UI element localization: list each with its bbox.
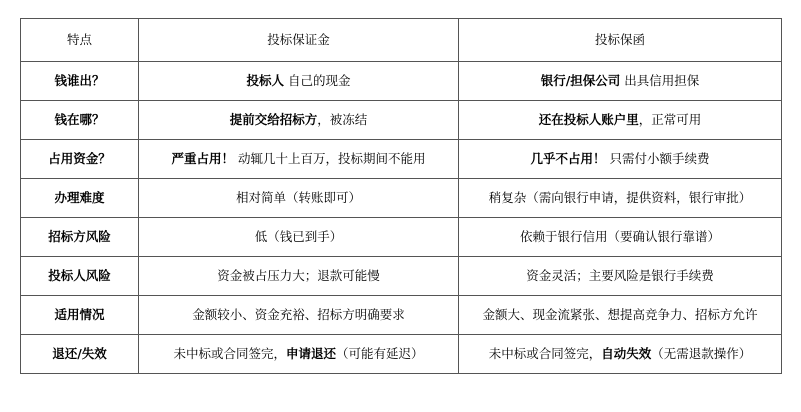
- cell-text: ，正常可用: [638, 112, 702, 128]
- cell-guarantee: [459, 335, 782, 374]
- row-label: 占用资金？: [21, 140, 139, 179]
- cell-text-tail: （无需退款操作）: [651, 346, 752, 362]
- cell-text: 依赖于银行信用（要确认银行靠谱）: [519, 229, 720, 245]
- row-label: 适用情况: [21, 296, 139, 335]
- cell-guarantee: [459, 62, 782, 101]
- cell-text: 未中标或合同签完，: [488, 346, 602, 362]
- cell-text: 资金灵活；主要风险是银行手续费: [526, 268, 714, 284]
- table-row: [21, 62, 782, 101]
- cell-emphasis: 自动失效: [601, 346, 652, 362]
- cell-text: ，被冻结: [317, 112, 368, 128]
- cell-text: 金额较小、资金充裕、招标方明确要求: [192, 307, 405, 323]
- cell-guarantee: [459, 179, 782, 218]
- cell-guarantee: [459, 218, 782, 257]
- cell-text: 资金被占压力大；退款可能慢: [217, 268, 380, 284]
- cell-emphasis: 严重占用！: [171, 151, 235, 167]
- table-row: [21, 101, 782, 140]
- cell-text: 稍复杂（需向银行申请，提供资料，银行审批）: [488, 190, 752, 206]
- row-label: 退还/失效: [21, 335, 139, 374]
- row-label: 钱在哪？: [21, 101, 139, 140]
- column-header-feature: 特点: [21, 19, 139, 62]
- cell-emphasis: 提前交给招标方: [229, 112, 318, 128]
- cell-guarantee: [459, 140, 782, 179]
- table-row: [21, 335, 782, 374]
- table-header: [21, 19, 782, 62]
- cell-text-tail: （可能有延迟）: [336, 346, 424, 362]
- column-header-guarantee: 投标保函: [459, 19, 782, 62]
- cell-emphasis: 银行/担保公司: [540, 73, 621, 89]
- cell-text: 未中标或合同签完，: [173, 346, 286, 362]
- cell-emphasis: 投标人: [246, 73, 285, 89]
- row-label: 办理难度: [21, 179, 139, 218]
- cell-guarantee: [459, 296, 782, 335]
- table-row: [21, 140, 782, 179]
- cell-text: 相对简单（转账即可）: [235, 190, 361, 206]
- cell-deposit: [139, 179, 459, 218]
- table-row: [21, 257, 782, 296]
- table-header-row: [21, 19, 782, 62]
- cell-text: 低（钱已到手）: [254, 229, 343, 245]
- cell-text: 自己的现金: [284, 73, 351, 89]
- table-row: [21, 218, 782, 257]
- table-row: [21, 179, 782, 218]
- cell-text: 动辄几十上百万，投标期间不能用: [234, 151, 426, 167]
- cell-deposit: [139, 296, 459, 335]
- table-body: [21, 62, 782, 374]
- cell-emphasis: 申请退还: [285, 346, 336, 362]
- cell-emphasis: 还在投标人账户里: [538, 112, 639, 128]
- cell-deposit: [139, 335, 459, 374]
- cell-text: 出具信用担保: [620, 73, 700, 89]
- cell-guarantee: [459, 101, 782, 140]
- table-row: [21, 296, 782, 335]
- cell-deposit: [139, 62, 459, 101]
- cell-guarantee: [459, 257, 782, 296]
- comparison-table: [20, 18, 782, 374]
- cell-deposit: [139, 218, 459, 257]
- cell-text: 只需付小额手续费: [605, 151, 710, 167]
- cell-deposit: [139, 257, 459, 296]
- cell-deposit: [139, 140, 459, 179]
- cell-emphasis: 几乎不占用！: [530, 151, 606, 167]
- row-label: 招标方风险: [21, 218, 139, 257]
- cell-deposit: [139, 101, 459, 140]
- cell-text: 金额大、现金流紧张、想提高竞争力、招标方允许: [482, 307, 758, 323]
- column-header-deposit: 投标保证金: [139, 19, 459, 62]
- row-label: 投标人风险: [21, 257, 139, 296]
- row-label: 钱谁出？: [21, 62, 139, 101]
